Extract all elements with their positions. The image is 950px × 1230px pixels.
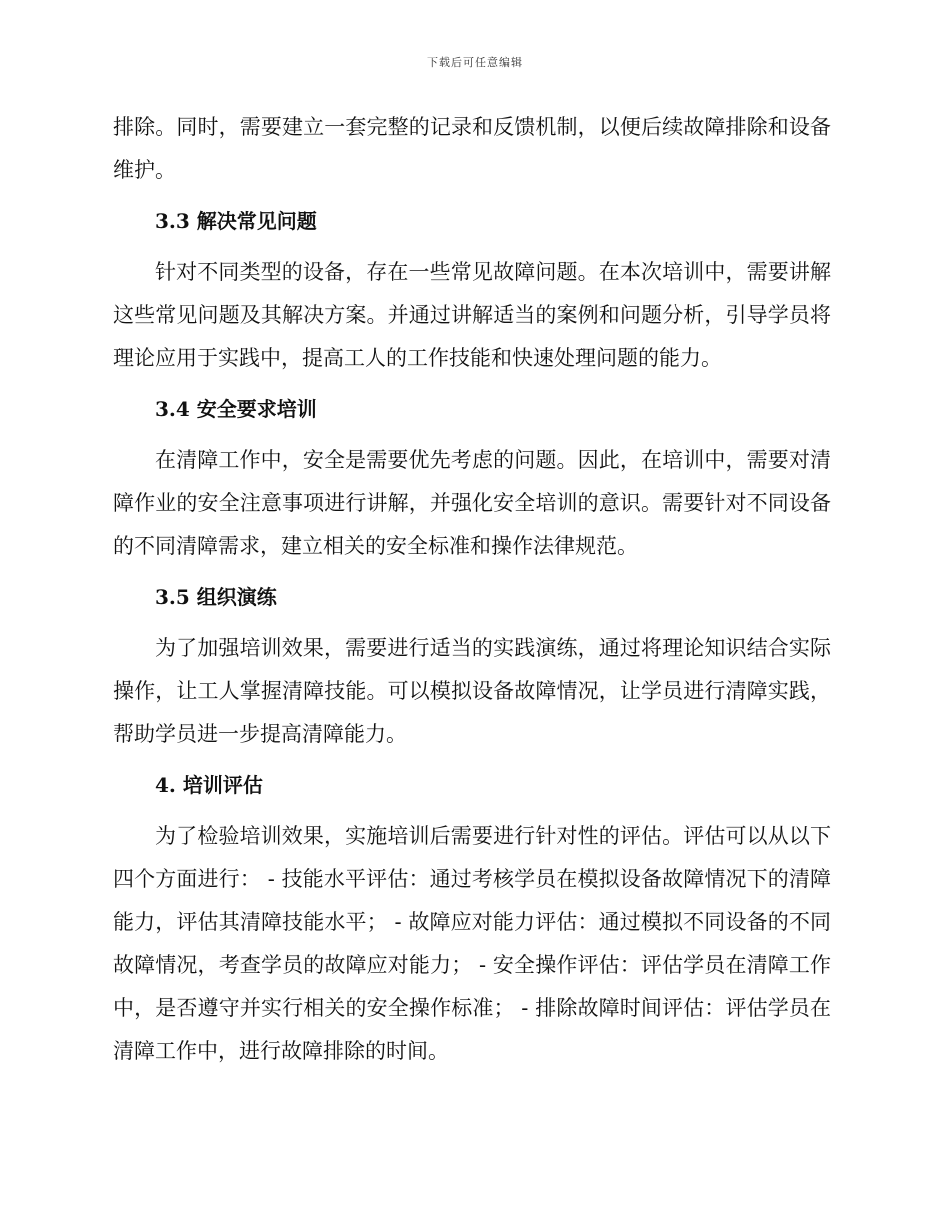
section-heading-3-4: 3.4 安全要求培训 (155, 397, 317, 421)
section-heading-3-5: 3.5 组织演练 (155, 585, 277, 609)
section-3-4-body: 在清障工作中，安全是需要优先考虑的问题。因此，在培训中，需要对清障作业的安全注意事项进行讲解，并强化安全培训的意识。需要针对不同设备的不同清障需求，建立相关的安全标准和操作法律规范。 (113, 448, 831, 558)
section-3-3-body: 针对不同类型的设备，存在一些常见故障问题。在本次培训中，需要讲解这些常见问题及其解决方案。并通过讲解适当的案例和问题分析，引导学员将理论应用于实践中，提高工人的工作技能和快速处理问题的能力。 (113, 260, 831, 370)
header-note: 下载后可任意编辑 (427, 56, 523, 69)
document-body (113, 106, 831, 1073)
section-heading-4: 4. 培训评估 (155, 773, 263, 797)
section-4-body: 为了检验培训效果，实施培训后需要进行针对性的评估。评估可以从以下四个方面进行： - 技能水平评估：通过考核学员在模拟设备故障情况下的清障能力，评估其清障技能水平； - 故障应对能力评估：通过模拟不同设备的不同故障情况，考查学员的故障应对能力； - 安全操作评估：评估学员在清障工作中，是否遵守并实行相关的安全操作标准； - 排除故障时间评估：评估学员在清障工作中，进行故障排除的时间。 (113, 824, 831, 1063)
section-heading-3-3: 3.3 解决常见问题 (155, 209, 317, 233)
paragraph-continuation: 排除。同时，需要建立一套完整的记录和反馈机制，以便后续故障排除和设备维护。 (113, 115, 831, 182)
section-3-5-body: 为了加强培训效果，需要进行适当的实践演练，通过将理论知识结合实际操作，让工人掌握清障技能。可以模拟设备故障情况，让学员进行清障实践，帮助学员进一步提高清障能力。 (113, 636, 831, 746)
